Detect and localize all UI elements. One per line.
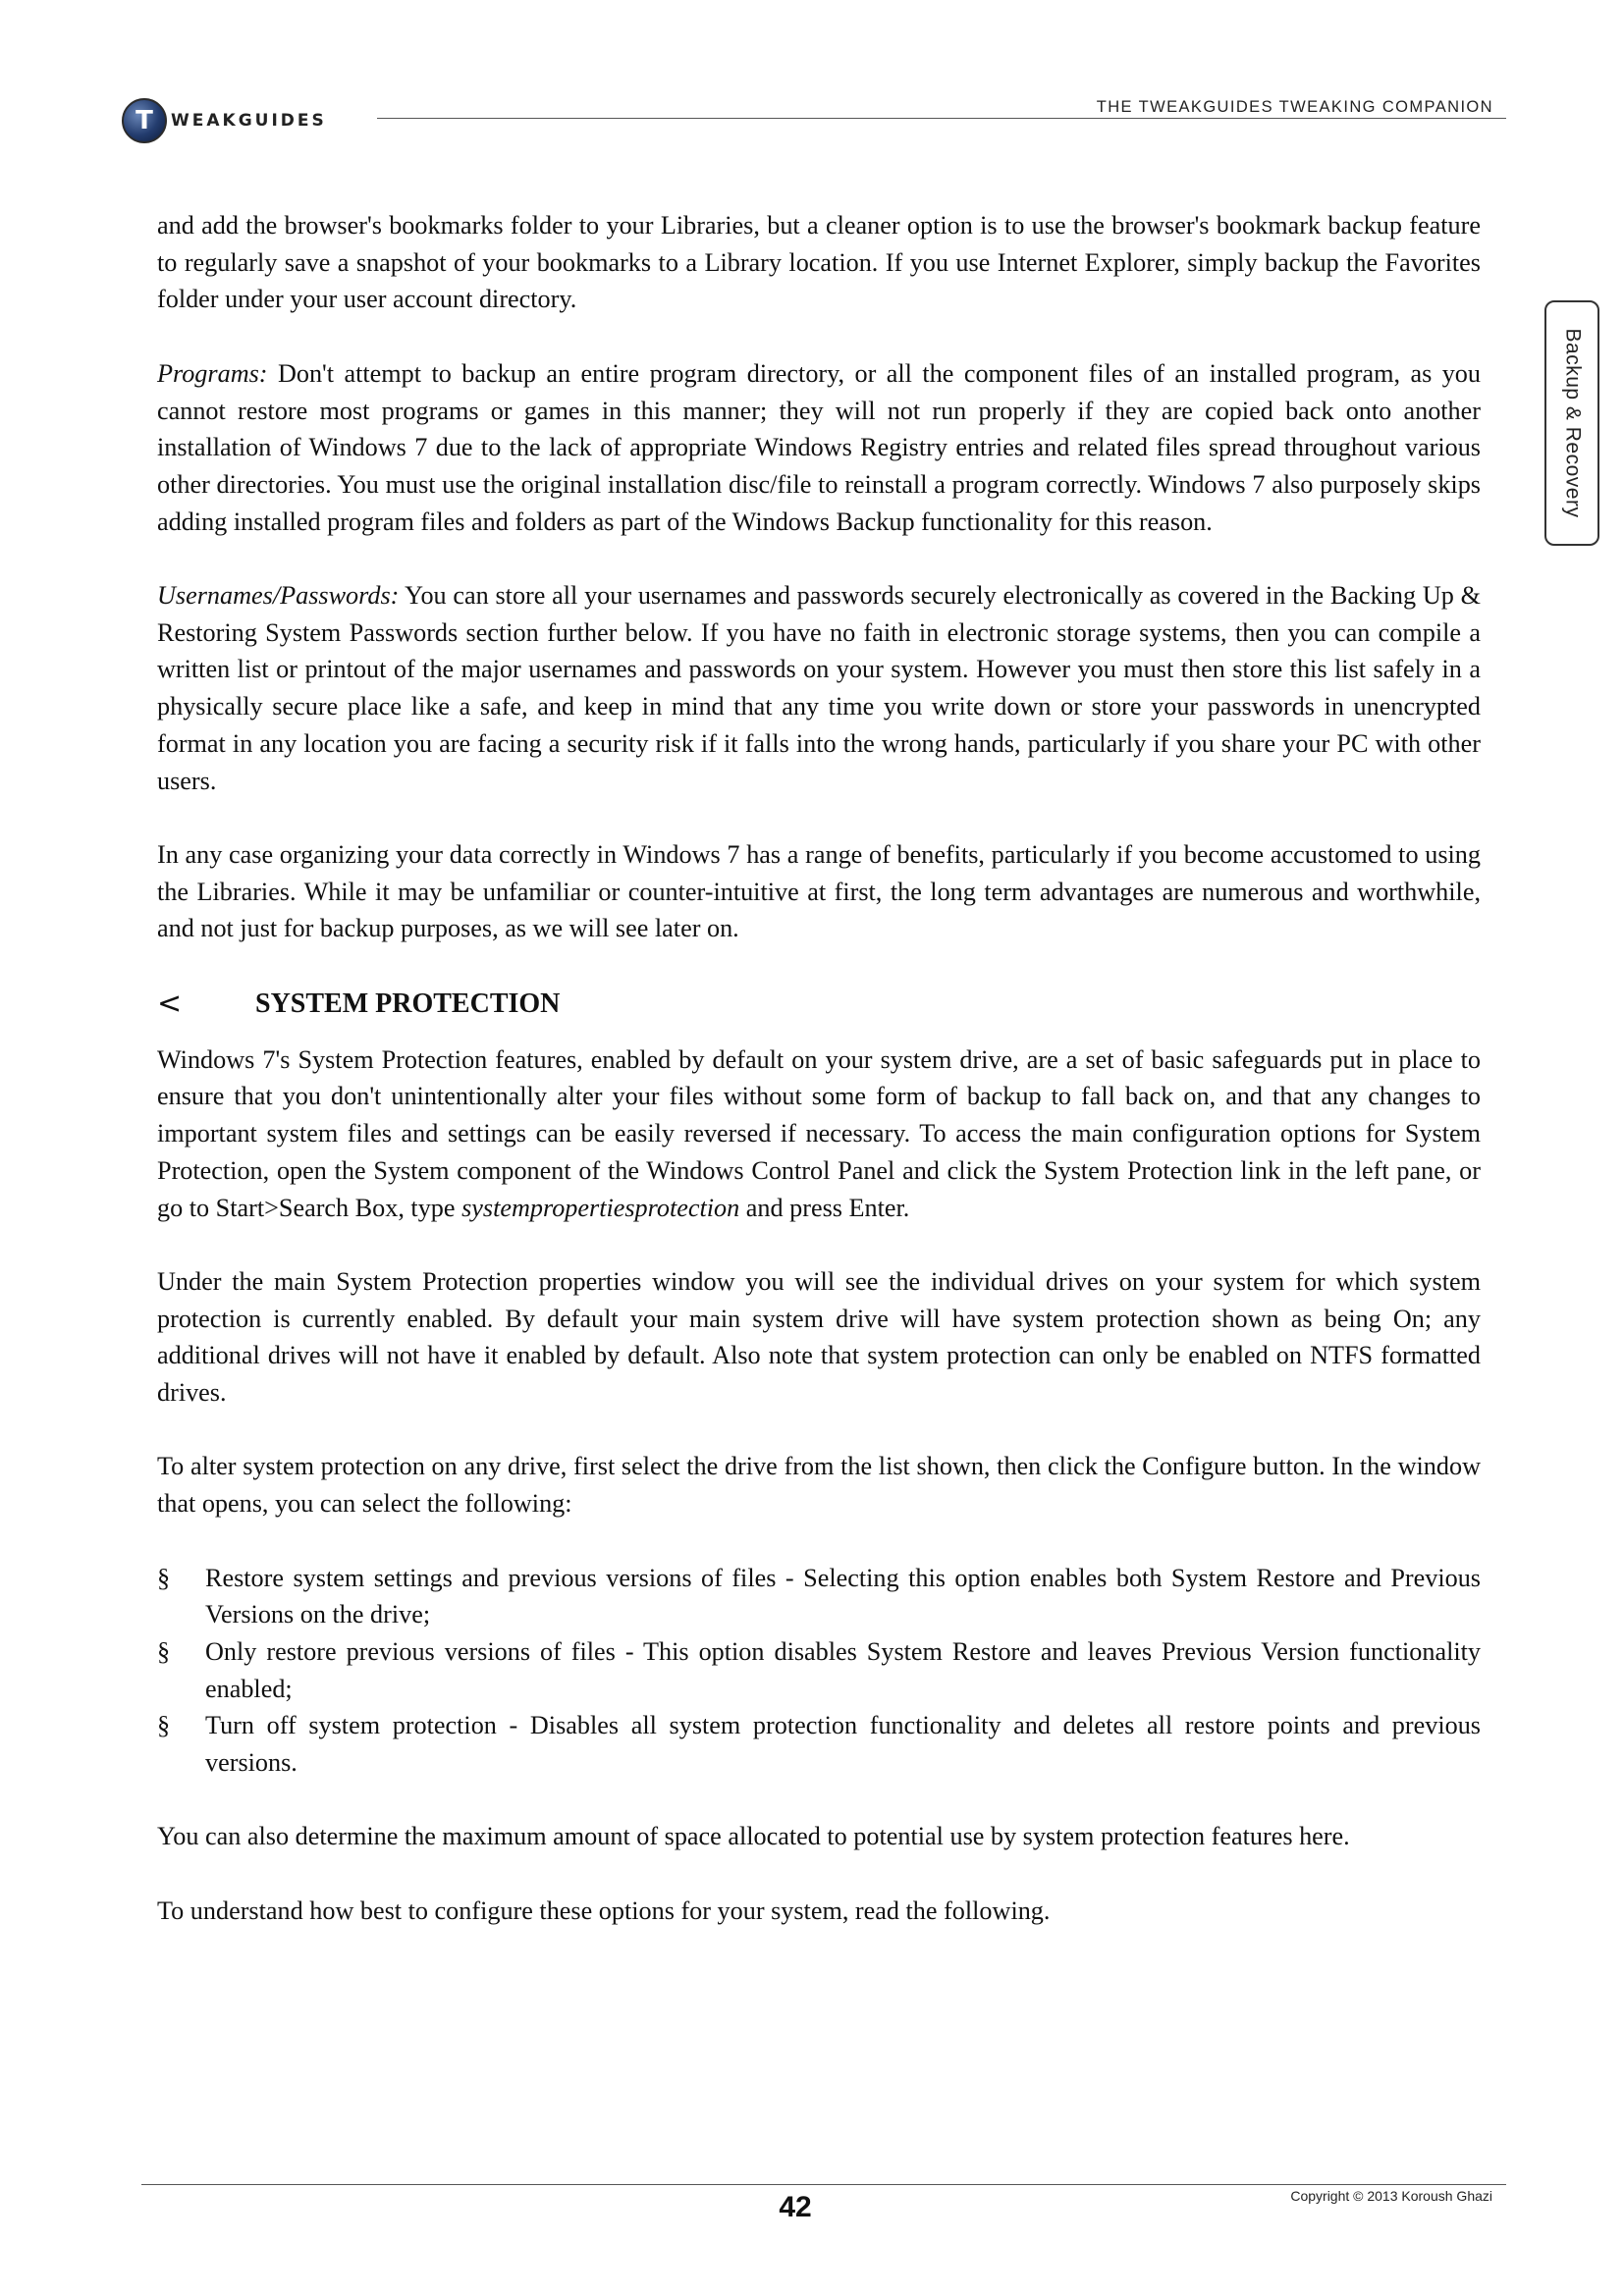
header-rule <box>377 118 1506 119</box>
list-item-text: Turn off system protection - Disables all system protection functionality and deletes all restore points and previous versions. <box>205 1711 1481 1778</box>
section-side-tab <box>1544 300 1599 546</box>
passwords-text: You can store all your usernames and passwords securely electronically as covered in the Backing Up & Restoring System Passwords section further below. If you have no faith in electronic storage systems, then you can compile a written list or printout of the major usernames and passwords on your system. However you must then store this list safely in a physically secure place like a safe, and keep in mind that any time you write down or store your passwords in unencrypted format in any location you are facing a security risk if it falls into the wrong hands, particularly if you share your PC with other users. <box>157 581 1481 795</box>
paragraph-passwords <box>157 577 1481 799</box>
programs-lead: Programs: <box>157 358 268 388</box>
options-list <box>157 1560 1481 1782</box>
page-number: 42 <box>779 2191 812 2223</box>
chevron-left-icon: < <box>157 986 183 1021</box>
list-item-text: Only restore previous versions of files - This option disables System Restore and leaves Previous Version functionality enabled; <box>205 1636 1481 1703</box>
paragraph-configure: To alter system protection on any drive, first select the drive from the list shown, then click the Configure button. In the window that opens, you can select the following: <box>157 1452 1481 1519</box>
tweakguides-logo <box>122 96 327 145</box>
command-text: systempropertiesprotection <box>461 1193 740 1222</box>
list-item <box>157 1707 1481 1781</box>
paragraph-bookmarks: and add the browser's bookmarks folder to your Libraries, but a cleaner option is to use the browser's bookmark backup feature to regularly save a snapshot of your bookmarks to a Library location. If you use Internet Explorer, simply backup the Favorites folder under your user account directory. <box>157 211 1481 314</box>
paragraph-space: You can also determine the maximum amount of space allocated to potential use by system protection features here. <box>157 1822 1350 1851</box>
list-item <box>157 1560 1481 1633</box>
intro-text: Windows 7's System Protection features, enabled by default on your system drive, are a set of basic safeguards put in place to ensure that you don't unintentionally alter your files without some form of backup to fall back on, and that any changes to important system files and settings can be easily reversed if necessary. To access the main configuration options for System Protection, open the System component of the Windows Control Panel and click the System Protection link in the left pane, or go to Start>Search Box, type <box>157 1044 1481 1222</box>
paragraph-programs <box>157 355 1481 541</box>
list-item <box>157 1633 1481 1707</box>
section-sign-bullet-icon: § <box>157 1636 171 1666</box>
paragraph-organizing: In any case organizing your data correctly in Windows 7 has a range of benefits, particularly if you become accustomed to using the Libraries. While it may be unfamiliar or counter-intuitive at first, the long term advantages are numerous and worthwhile, and not just for backup purposes, as we will see later on. <box>157 839 1481 943</box>
running-header-title: THE TWEAKGUIDES TWEAKING COMPANION <box>1096 98 1493 116</box>
paragraph-drives: Under the main System Protection properties window you will see the individual drives on your system for which system protection is currently enabled. By default your main system drive will have system protection shown as being On; any additional drives will not have it enabled by default. Also note that system protection can only be enabled on NTFS formatted drives. <box>157 1266 1481 1408</box>
passwords-lead: Usernames/Passwords: <box>157 581 400 610</box>
list-item-text: Restore system settings and previous versions of files - Selecting this option enables both System Restore and Previous Versions on the drive; <box>205 1563 1481 1629</box>
paragraph-system-protection-intro <box>157 1041 1481 1227</box>
intro-text-end: and press Enter. <box>739 1193 910 1222</box>
section-sign-bullet-icon: § <box>157 1711 171 1740</box>
section-sign-bullet-icon: § <box>157 1563 171 1592</box>
page-body <box>157 207 1481 1966</box>
copyright-notice: Copyright © 2013 Koroush Ghazi <box>1290 2188 1492 2204</box>
programs-text: Don't attempt to backup an entire program directory, or all the component files of an installed program, as you cannot restore most programs or games in this manner; they will not run properly if they are copied back onto another installation of Windows 7 due to the lack of appropriate Windows Registry entries and related files spread throughout various other directories. You must use the original installation disc/file to reinstall a program correctly. Windows 7 also purposely skips adding installed program files and folders as part of the Windows Backup functionality for this reason. <box>157 358 1481 536</box>
footer-rule <box>141 2184 1506 2185</box>
section-heading-system-protection <box>157 985 1481 1024</box>
logo-wordmark: WEAKGUIDES <box>171 111 327 131</box>
section-heading-text: SYSTEM PROTECTION <box>255 988 561 1019</box>
side-tab-label: Backup & Recovery <box>1561 328 1585 518</box>
paragraph-understand: To understand how best to configure these options for your system, read the following. <box>157 1896 1051 1925</box>
logo-globe-icon: T <box>122 98 167 143</box>
